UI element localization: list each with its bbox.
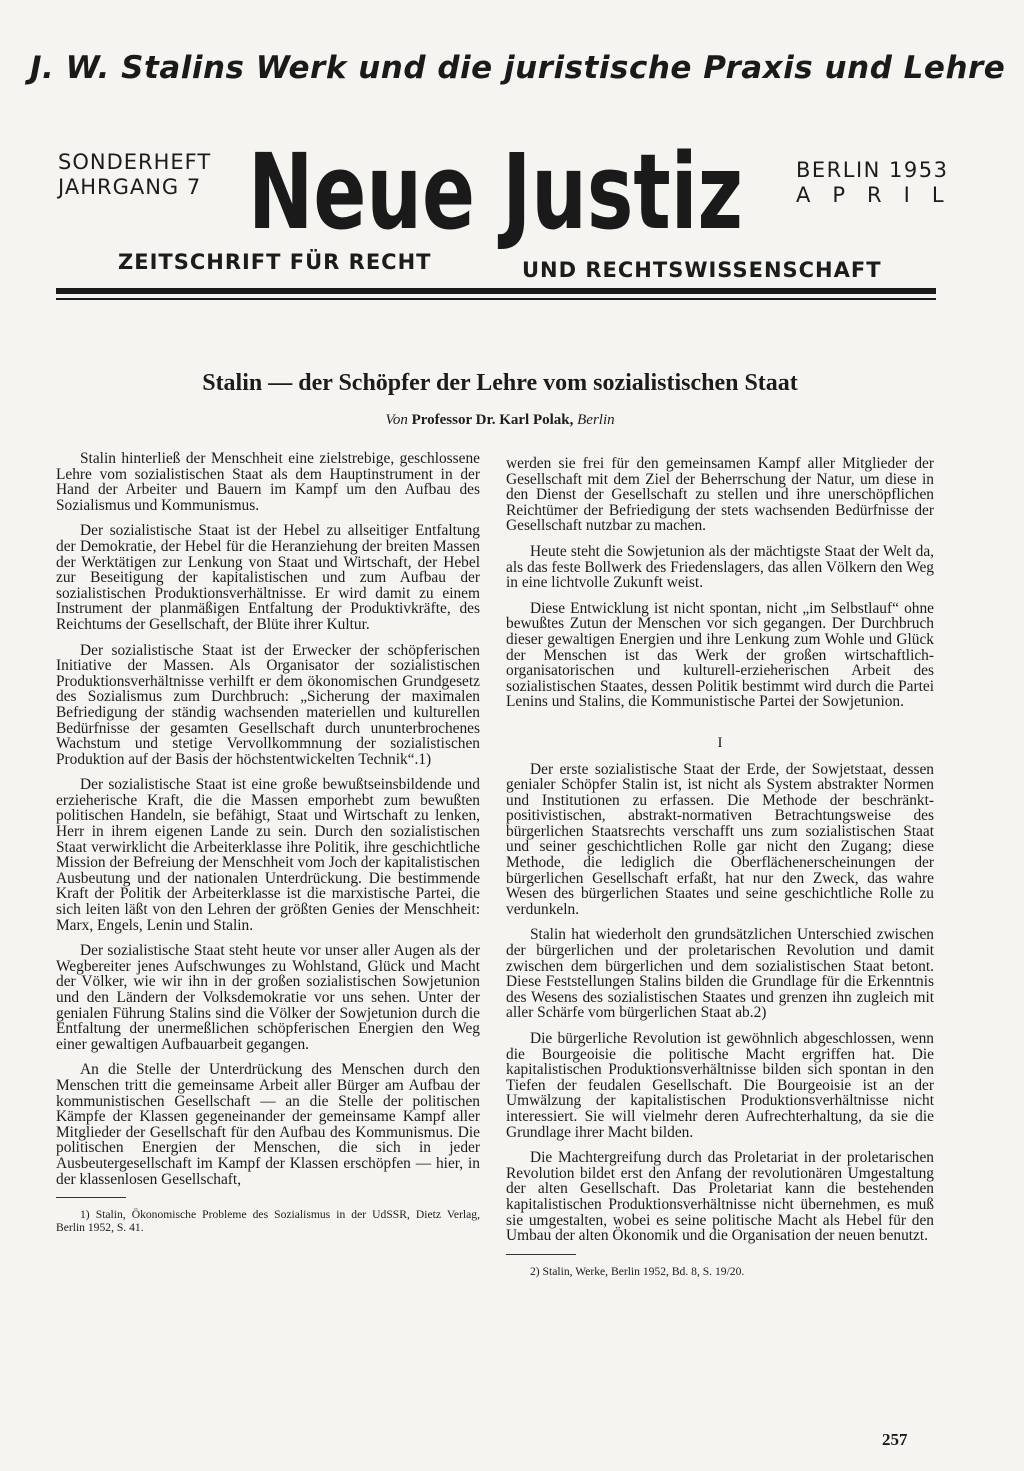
- paragraph: Der sozialistische Staat steht heute vor unser aller Augen als der Wegbereiter jenes Aufschwunges zu Wohlstand, Glück und Macht der Völker, wie wir ihn in der großen sozialistischen Sowjetunion und den Ländern der Volksdemokratie vor uns sehen. Unter der genialen Führung Stalins sind die Völker der Sowjetunion durch die Entfaltung der unermeßlichen schöpferischen Energien den Weg einer gewaltigen Aufbauarbeit gegangen.: [56, 942, 480, 1053]
- issue-type: SONDERHEFT: [58, 150, 212, 174]
- paragraph: Diese Entwicklung ist nicht spontan, nicht „im Selbstlauf“ ohne bewußtes Zutun der Menschen vor sich gegangen. Der Durchbruch dieser gewaltigen Energien und ihre Lenkung zum Wohle und Glück der Menschen ist das Werk der großen wirtschaftlich-organisatorischen und kulturell-erzieherischen Arbeit des sozialistischen Staates, dessen Politik bestimmt wird durch die Partei Lenins und Stalins, die Kommunistische Partei der Sowjetunion.: [506, 599, 934, 711]
- issue-month: APRIL: [796, 183, 966, 207]
- paragraph: Der sozialistische Staat ist der Erwecker der schöpferischen Initiative der Massen. Als Organisator der sozialistischen Produktionsverhältnisse verhilft er dem ökonomischen Grundgesetz des Sozialismus zum Durchbruch: „Sicherung der maximalen Befriedigung der ständig wachsenden materiellen und kulturellen Bedürfnisse der gesamten Gesellschaft durch ununterbrochenes Wachstum und stetige Vervollkommnung der sozialistischen Produktion auf der Basis der höchstentwickelten Technik“.1): [56, 641, 480, 768]
- journal-subtitle-right: UND RECHTSWISSENSCHAFT: [522, 258, 882, 282]
- left-column: [56, 451, 480, 1244]
- paragraph: Stalin hinterließ der Menschheit eine zielstrebige, geschlossene Lehre vom sozialistischen Staat als dem Hauptinstrument in der Hand der Arbeiter und Bauern im Kampf um den Aufbau des Sozialismus und Kommunismus.: [56, 450, 480, 514]
- paragraph: werden sie frei für den gemeinsamen Kampf aller Mitglieder der Gesellschaft mit dem Ziel der Beherrschung der Natur, um diese in den Dienst der Gesellschaft zu stellen und ihre unerschöpflichen Reichtümer der Befriedigung der stets wachsenden Bedürfnisse der Gesellschaft nutzbar zu machen.: [506, 455, 934, 535]
- special-issue-banner: J. W. Stalins Werk und die juristische Praxis und Lehre: [30, 50, 1006, 86]
- page-number: 257: [882, 1430, 908, 1449]
- footnote-rule: [506, 1254, 576, 1255]
- place-year: BERLIN 1953: [796, 158, 949, 182]
- article-title: Stalin — der Schöpfer der Lehre vom sozialistischen Staat: [202, 370, 798, 396]
- byline-city: Berlin: [577, 412, 615, 428]
- paragraph: Der sozialistische Staat ist der Hebel zu allseitiger Entfaltung der Demokratie, der Hebel für die Heranziehung der breiten Massen der Werktätigen zur Lenkung von Staat und Wirtschaft, der Hebel zur Beseitigung der kapitalistischen und zum Aufbau der sozialistischen Produktionsverhältnisse. Er wird damit zu einem Instrument der planmäßigen Entfaltung der Produktivkräfte, des Reichtums der Gesellschaft, der Blüte ihrer Kultur.: [56, 522, 480, 633]
- footnote-rule: [56, 1197, 126, 1198]
- right-column: [506, 456, 934, 1288]
- paragraph: Der erste sozialistische Staat der Erde, der Sowjetstaat, dessen genialer Schöpfer Stalin ist, ist nicht als System abstrakter Normen und Institutionen zu erfassen. Die Methode der beschränkt-positivistischen, abstrakt-normativen Betrachtungsweise des bürgerlichen Staatsrechts verschafft uns zum sozialistischen Staat und seiner geschichtlichen Rolle gar nicht den Zugang; diese Methode, die lediglich die Oberflächenerscheinungen der bürgerlichen Gesellschaft erfaßt, hat nur den Zweck, das wahre Wesen des bürgerlichen Staates und seine geschichtliche Rolle zu verdunkeln.: [506, 760, 934, 918]
- paragraph: Stalin hat wiederholt den grundsätzlichen Unterschied zwischen der bürgerlichen und der proletarischen Revolution und damit zwischen dem bürgerlichen und dem sozialistischen Staat betont. Diese Feststellungen Stalins bilden die Grundlage für die Erkenntnis des Wesens des sozialistischen Staates und grenzen ihn zugleich mit aller Schärfe vom bürgerlichen Staat ab.2): [506, 926, 934, 1022]
- journal-logo-text: Neue Justiz: [248, 131, 743, 253]
- section-heading: I: [717, 734, 723, 751]
- masthead-rule: [56, 288, 936, 294]
- journal-subtitle-left: ZEITSCHRIFT FÜR RECHT: [118, 250, 432, 274]
- paragraph: Der sozialistische Staat ist eine große bewußtseinsbildende und erzieherische Kraft, die die Massen emporhebt zum bewußten politischen Handeln, sie befähigt, Staat und Wirtschaft zu lenken, Herr in ihrem eigenen Lande zu sein. Durch den sozialistischen Staat verwirklicht die Arbeiterklasse ihre Politik, ihre geschichtliche Mission der Befreiung der Menschheit vom Joch der kapitalistischen Ausbeutung und der nationalen Unterdrückung. Die bestimmende Kraft der Politik der Arbeiterklasse ist die marxistische Partei, die sich leiten läßt von den Lehren der größten Genies der Menschheit: Marx, Engels, Lenin und Stalin.: [56, 776, 481, 934]
- paragraph: Heute steht die Sowjetunion als der mächtigste Staat der Welt da, als das feste Bollwerk des Friedenslagers, das allen Völkern den Weg in eine lichtvolle Zukunft weist.: [506, 542, 934, 592]
- masthead-rule-thin: [56, 298, 936, 300]
- byline-author: Professor Dr. Karl Polak,: [411, 412, 574, 428]
- byline-prefix: Von: [385, 412, 408, 428]
- issue-info: [58, 150, 211, 200]
- issue-date: [796, 158, 966, 208]
- paragraph: Die Machtergreifung durch das Proletariat in der proletarischen Revolution bildet erst den Anfang der revolutionären Umgestaltung der alten Gesellschaft. Das Proletariat kann die bestehenden kapitalistischen Produktionsverhältnisse nicht übernehmen, es muß sie umgestalten, wobei es seine politische Macht als Hebel für den Umbau der alten Ökonomik und die Organisation der neuen benutzt.: [506, 1149, 934, 1245]
- paragraph: Die bürgerliche Revolution ist gewöhnlich abgeschlossen, wenn die Bourgeoisie die politische Macht ergriffen hat. Die kapitalistischen Produktionsverhältnisse bilden sich spontan in den Tiefen der feudalen Gesellschaft. Die Bourgeoisie ist an der Umwälzung der kapitalistischen Produktionsverhältnisse nicht interessiert. Sie will vielmehr deren Aufrechterhaltung, da sie die Grundlage ihrer Macht bilden.: [506, 1030, 934, 1141]
- byline: [60, 412, 940, 429]
- footnote: 2) Stalin, Werke, Berlin 1952, Bd. 8, S. 19/20.: [530, 1264, 745, 1278]
- footnote: 1) Stalin, Ökonomische Probleme des Sozialismus in der UdSSR, Dietz Verlag, Berlin 1952, S. 41.: [56, 1208, 480, 1235]
- paragraph: An die Stelle der Unterdrückung des Menschen durch den Menschen tritt die gemeinsame Arbeit aller Bürger am Aufbau der kommunistischen Gesellschaft — an die Stelle der politischen Kämpfe der Klassen gegeneinander der gemeinsame Kampf aller Mitglieder der Gesellschaft für den Aufbau des Kommunismus. Die politischen Energien der Menschen, die sich in jeder Ausbeutergesellschaft im Kampf der Klassen erschöpfen — hier, in der klassenlosen Gesellschaft,: [56, 1061, 480, 1188]
- journal-logo: [248, 120, 758, 270]
- volume: JAHRGANG 7: [58, 175, 202, 199]
